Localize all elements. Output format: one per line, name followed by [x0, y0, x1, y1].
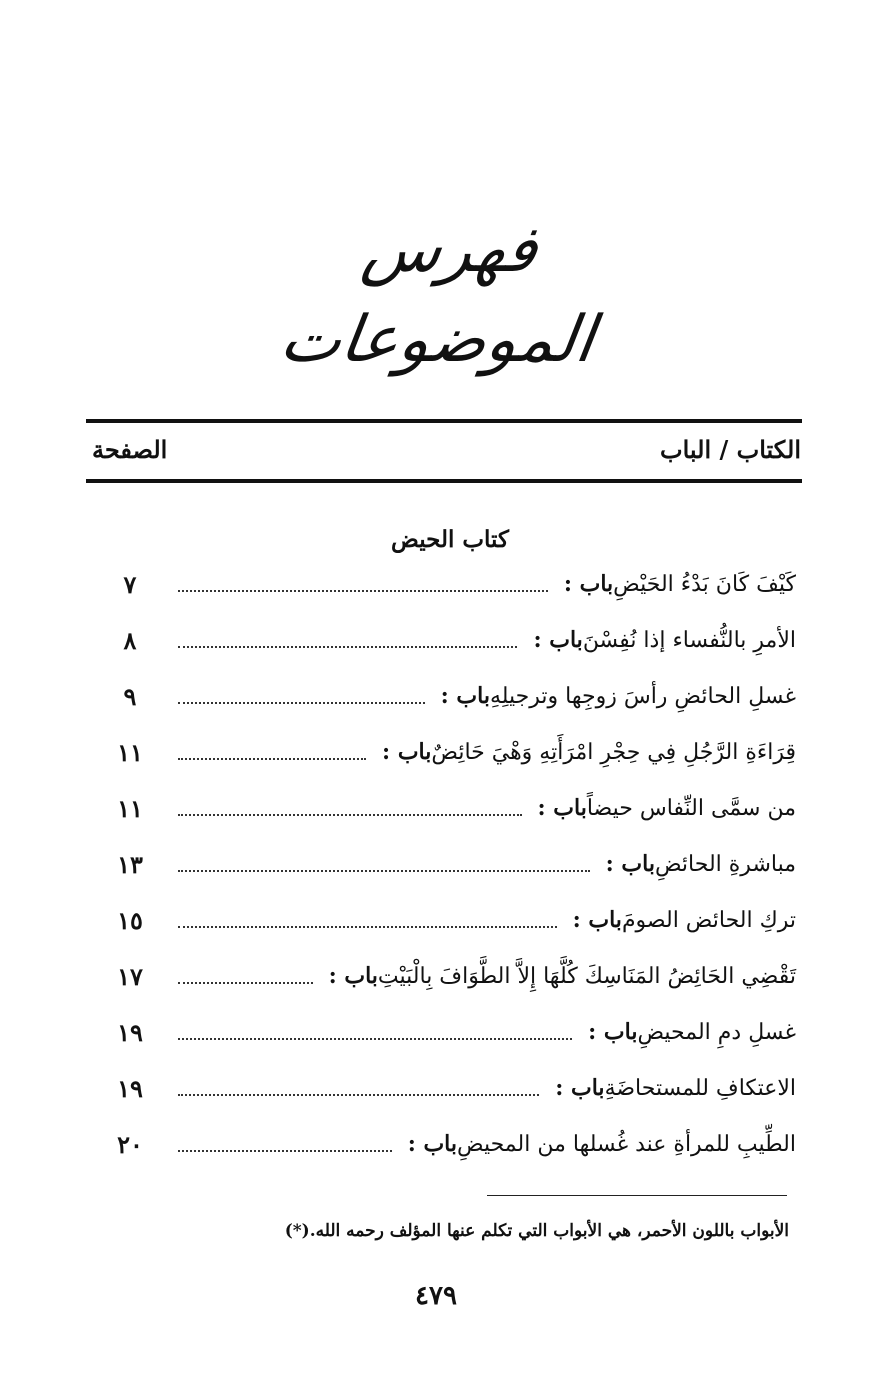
- entry-label: [556, 571, 796, 597]
- entry-label: [525, 627, 796, 653]
- leader-dots: [178, 590, 548, 592]
- header-page: الصفحة: [92, 435, 168, 464]
- entry-prefix: باب :: [537, 795, 587, 821]
- entry-prefix: باب :: [605, 851, 655, 877]
- entry-prefix: باب :: [382, 739, 432, 765]
- entry-page: ١٩: [117, 1017, 143, 1047]
- entry-text: غسلِ الحائضِ رأسَ زوجِها وترجيلِهِ: [489, 683, 796, 709]
- entry-prefix: باب :: [328, 963, 378, 989]
- entry-text: الطِّيبِ للمرأةِ عند غُسلها من المحيضِ: [457, 1131, 796, 1157]
- entry-label: [530, 795, 797, 821]
- leader-dots: [178, 702, 425, 704]
- entry-prefix: باب :: [555, 1075, 605, 1101]
- entry-prefix: باب :: [572, 907, 622, 933]
- entry-text: الأمرِ بالنُّفساء إذا نُفِسْنَ: [582, 627, 796, 653]
- toc-entry[interactable]: [100, 786, 796, 830]
- entry-label: [547, 1075, 796, 1101]
- toc-entry[interactable]: [100, 674, 796, 718]
- leader-dots: [178, 1094, 539, 1096]
- toc-entry[interactable]: [100, 842, 796, 886]
- entry-label: [400, 1131, 796, 1157]
- entry-label: [321, 963, 796, 989]
- footnote: [271, 1216, 789, 1246]
- entry-page: ٩: [123, 681, 137, 711]
- toc-entry[interactable]: [100, 898, 796, 942]
- entry-label: [433, 683, 796, 709]
- entry-text: الاعتكافِ للمستحاضَةِ: [604, 1075, 796, 1101]
- leader-dots: [178, 758, 366, 760]
- footnote-rule: [487, 1195, 787, 1196]
- entry-prefix: باب :: [588, 1019, 638, 1045]
- entry-prefix: باب :: [563, 571, 614, 597]
- section-title: كتاب الحيض: [391, 526, 509, 553]
- entry-text: كَيْفَ كَانَ بَدْءُ الحَيْضِ: [613, 571, 796, 597]
- toc-entry[interactable]: [100, 562, 796, 606]
- toc-entry[interactable]: [100, 954, 796, 998]
- leader-dots: [178, 814, 522, 816]
- leader-dots: [178, 1038, 572, 1040]
- entry-text: مباشرةِ الحائضِ: [654, 851, 796, 877]
- leader-dots: [178, 926, 557, 928]
- toc-entry[interactable]: [100, 1066, 796, 1110]
- entry-text: قِرَاءَةِ الرَّجُلِ فِي حِجْرِ امْرَأَتِهِ وَهْيَ حَائِضٌ: [431, 739, 796, 765]
- header-bottom-rule: [86, 479, 802, 483]
- entry-label: [580, 1019, 796, 1045]
- leader-dots: [178, 982, 313, 984]
- entry-page: ١٩: [117, 1073, 143, 1103]
- footnote-text: الأبواب باللون الأحمر، هي الأبواب التي تكلم عنها المؤلف رحمه الله.: [309, 1221, 789, 1241]
- entry-page: ١٥: [117, 905, 143, 935]
- entry-page: ٧: [123, 569, 137, 599]
- entry-page: ١٧: [117, 961, 143, 991]
- entry-page: ١١: [117, 793, 143, 823]
- entry-page: ٢٠: [117, 1129, 143, 1159]
- entry-text: غسلِ دمِ المحيضِ: [637, 1019, 796, 1045]
- entry-text: تَقْضِي الحَائِضُ المَنَاسِكَ كُلَّهَا إِلاَّ الطَّوَافَ بِالْبَيْتِ: [377, 963, 796, 989]
- toc-entry[interactable]: [100, 1010, 796, 1054]
- header-book-chapter: الكتاب / الباب: [660, 435, 801, 464]
- entry-prefix: باب :: [407, 1131, 458, 1157]
- toc-entry[interactable]: [100, 730, 796, 774]
- entry-label: [374, 739, 796, 765]
- leader-dots: [178, 646, 517, 648]
- entry-prefix: باب :: [440, 683, 490, 709]
- page-title: فهرس الموضوعات: [275, 213, 599, 377]
- header-top-rule: [86, 419, 802, 423]
- toc-entry[interactable]: [100, 618, 796, 662]
- entry-page: ١١: [117, 737, 143, 767]
- page-number: ٤٧٩: [415, 1281, 457, 1311]
- footnote-mark: (*): [284, 1221, 310, 1241]
- entry-prefix: باب :: [533, 627, 583, 653]
- entry-label: [598, 851, 796, 877]
- entry-text: تركِ الحائض الصومَ: [621, 907, 796, 933]
- leader-dots: [178, 870, 590, 872]
- entry-label: [565, 907, 796, 933]
- toc-entry[interactable]: [100, 1122, 796, 1166]
- entry-page: ٨: [123, 625, 137, 655]
- entry-page: ١٣: [117, 849, 143, 879]
- leader-dots: [178, 1150, 392, 1152]
- entry-text: من سمَّى النِّفاس حيضاً: [586, 795, 796, 821]
